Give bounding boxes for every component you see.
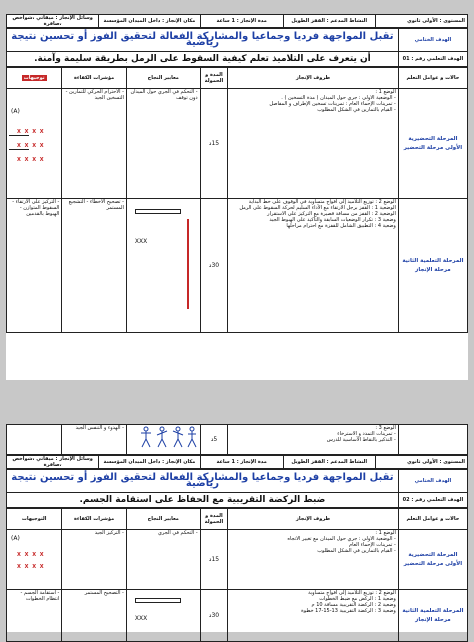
cross-row: X X X X: [17, 129, 45, 135]
procedure-line: وضعية 4 : التطبيق الشامل للقفزة مع احترام مراحلها: [286, 223, 396, 229]
phase-cell-2: المرحلة التعلمية الثانية مرحلة الإنجاز: [398, 199, 467, 333]
procedure-line: وضعية 1 : الركض مع ضبط الخطوات: [319, 596, 396, 602]
col-procedures: ظروف الإنجاز: [228, 509, 399, 530]
terminal-objective-label: الهدف الختامي: [398, 470, 467, 493]
jump-diagram: [129, 199, 198, 319]
procedure-line: وضعية 2 : الركضة التقريبية مسافة 10 م: [311, 602, 396, 608]
lesson-table: [6, 67, 468, 333]
header-table: [6, 14, 468, 28]
procedure-cell-1: [228, 89, 399, 199]
closing-indicators-cell: - الهدوء و التنفس الجيد: [62, 425, 127, 455]
duration-cell: مدة الإنجاز : 1 ساعة: [200, 456, 283, 469]
level-cell: المستوى : الأولى ثانوي: [375, 456, 467, 469]
activity-cell: النشاط المدعم : القفز الطويل: [283, 456, 375, 469]
indicators-cell-2: - التصحيح المستمر: [62, 590, 127, 642]
duration-cell-1: 15د: [200, 89, 228, 199]
cross-row: X X X X: [17, 157, 45, 163]
duration-cell-2: 30د: [200, 199, 228, 333]
procedure-line: الوضع 2 : توزيع التلاميذ إلى أفواج متساوية: [308, 590, 396, 596]
col-criteria: معايير النجاح: [126, 68, 200, 89]
procedure-cell-2: [228, 590, 399, 642]
col-indicators: مؤشرات الكفاءة: [62, 68, 127, 89]
closing-duration-cell: 5د: [200, 425, 228, 455]
runway-bar: [135, 209, 181, 214]
criteria-cell-1: - التحكم في الجري: [126, 530, 200, 590]
lesson-objective-text: أن يتعرف على التلاميذ تعلم كيفية السقوط على الرمل بطريقة سليمة وآمنة.: [7, 52, 399, 67]
col-phases: حالات و عوامل التعلم: [398, 509, 467, 530]
worksheet-page-2: [6, 424, 468, 632]
col-criteria: معايير النجاح: [126, 509, 200, 530]
arrow-line: [9, 149, 29, 150]
procedure-line: وضعية 3 : الركضة التقريبية 13-15-17 خطوة: [301, 608, 396, 614]
duration-cell: مدة الإنجاز : 1 ساعة: [200, 15, 283, 28]
arrow-line: [9, 135, 29, 136]
terminal-objective-title: تقبل المواجهة فرديا وجماعيا والمشاركة الفعالة لتحقيق الفوز أو تحسين نتيجة رياضية: [7, 470, 399, 493]
lesson-number-label: الهدف التعلمي رقم : 01: [398, 52, 467, 67]
procedure-line: - الوضعية الاولى : جري حول الميدان مع تغيير الاتجاه: [287, 536, 396, 542]
procedure-line: الوضعية 1 : القفز برجل الارتقاء مع الأداء السليم لحركة السقوط على الرمل: [239, 205, 396, 211]
col-guidance: [7, 68, 62, 89]
header-table-2: [6, 455, 468, 469]
cross-row: X X X X: [17, 552, 45, 558]
duration-cell-2: 30د: [200, 590, 228, 642]
tools-cell: وسائل الإنجاز : ميقاتي ،شواخص ،صافرة: [7, 456, 99, 469]
procedure-line: - تمرينات الإحماء العام: [349, 542, 396, 548]
jump-diagram-2: [129, 590, 198, 640]
label-xxx: XXX: [134, 238, 148, 245]
phase-cell-1: المرحلة التحضيرية الأولى مرحلة التحضير: [398, 530, 467, 590]
indicators-cell-1: - التركيز الجيد: [62, 530, 127, 590]
cross-row: X X X X: [17, 564, 45, 570]
label-xxx: XXX: [134, 615, 148, 622]
closing-guidance-cell: [7, 425, 62, 455]
level-cell: المستوى : الأولى ثانوي: [375, 15, 467, 28]
lesson-table-2: [6, 508, 468, 642]
col-duration: المدة و الحمولة: [200, 509, 228, 530]
guidance-label: توجيهات: [23, 75, 45, 81]
closing-row-table: [6, 424, 468, 455]
procedure-cell-1: [228, 530, 399, 590]
place-cell: مكان الإنجاز : داخل الميدان المؤسسة: [99, 15, 200, 28]
procedure-line: - تمرينات التمدد و الاسترخاء: [337, 431, 396, 437]
label-a: (A): [11, 108, 20, 115]
procedure-line: - القيام بالتمارين في الشكل المطلوب: [317, 107, 396, 113]
diagram-cell-1: [7, 530, 62, 590]
col-phases: حالات و عوامل التعلم: [398, 68, 467, 89]
procedure-cell-2: [228, 199, 399, 333]
lesson-number-label: الهدف التعلمي رقم : 02: [398, 493, 467, 508]
phase-cell-1: المرحلة التحضيرية الأولى مرحلة التحضير: [398, 89, 467, 199]
criteria-text-cell-2: - التركيز على الارتقاء - السقوط المتوازن - الهبوط بالقدمين: [7, 199, 62, 333]
cross-row: X X X X: [17, 143, 45, 149]
activity-cell: النشاط المدعم : القفز الطويل: [283, 15, 375, 28]
procedure-line: وضعية 3 : تكرار الوضعيات السابقة والتأكيد على الهبوط الجيد: [269, 217, 396, 223]
stick-figures-cell: [126, 425, 200, 455]
closing-phase-cell: [398, 425, 467, 455]
criteria-cell-1: - التحكم في الجري حول الميدان دون توقف: [126, 89, 200, 199]
closing-procedure-cell: [228, 425, 399, 455]
col-guidance: التوجيهات: [7, 509, 62, 530]
procedure-line: الوضع 2 : توزيع التلاميذ إلى أفواج متساوية في الوقوف على خط البداية: [248, 199, 396, 205]
procedure-line: الوضع 3 :: [375, 425, 396, 431]
procedure-line: - القيام بالتمارين في الشكل المطلوب: [317, 548, 396, 554]
terminal-objective-label: الهدف الختامي: [398, 29, 467, 52]
objective-table-2: [6, 469, 468, 508]
procedure-line: - تمرينات الإحماء العام : تمرينات تسخين الإطراف و المفاصل: [269, 101, 396, 107]
duration-cell-1: 15د: [200, 530, 228, 590]
terminal-objective-title: تقبل المواجهة فرديا وجماعيا والمشاركة الفعالة لتحقيق الفوز أو تحسين نتيجة رياضية: [7, 29, 399, 52]
phase-cell-2: المرحلة التعلمية الثانية مرحلة الإنجاز: [398, 590, 467, 642]
procedure-line: الوضعية 2 : القفز من مسافة قصيرة مع التركيز على الاستقرار: [267, 211, 396, 217]
tools-cell: وسائل الإنجاز : ميقاتي ،شواخص ،صافرة: [7, 15, 99, 28]
criteria-cell-2: [126, 199, 200, 333]
col-duration: المدة و الحمولة: [200, 68, 228, 89]
stick-figures-icon: [138, 425, 198, 451]
diagram-cell-1: [7, 89, 62, 199]
procedure-line: - الوضعية الاولى : جري حول الميدان ( مدة التسخين ) .: [281, 95, 396, 101]
objective-table: [6, 28, 468, 67]
indicators-cell-2: - تصحيح الأخطاء - التشجيع المستمر: [62, 199, 127, 333]
page-gap: [0, 380, 474, 424]
criteria-text-cell-2: - استقامة الجسم - انتظام الخطوات: [7, 590, 62, 642]
procedure-line: الوضع 1 :: [375, 89, 396, 95]
procedure-line: - التذكير بالنقاط الأساسية للدرس: [326, 437, 396, 443]
lane-line: [187, 219, 189, 309]
runway-bar: [135, 598, 181, 603]
col-indicators: مؤشرات الكفاءة: [62, 509, 127, 530]
label-a: (A): [11, 535, 20, 542]
worksheet-page-1: [6, 14, 468, 380]
place-cell: مكان الإنجاز : داخل الميدان المؤسسة: [99, 456, 200, 469]
lesson-objective-text: ضبط الركضة التقريبية مع الحفاظ على استقامة الجسم.: [7, 493, 399, 508]
col-procedures: ظروف الإنجاز: [228, 68, 399, 89]
procedure-line: الوضع 1 :: [375, 530, 396, 536]
indicators-cell-1: - الاحترام الحركي للتمارين - التسخين الجيد: [62, 89, 127, 199]
criteria-cell-2: [126, 590, 200, 642]
